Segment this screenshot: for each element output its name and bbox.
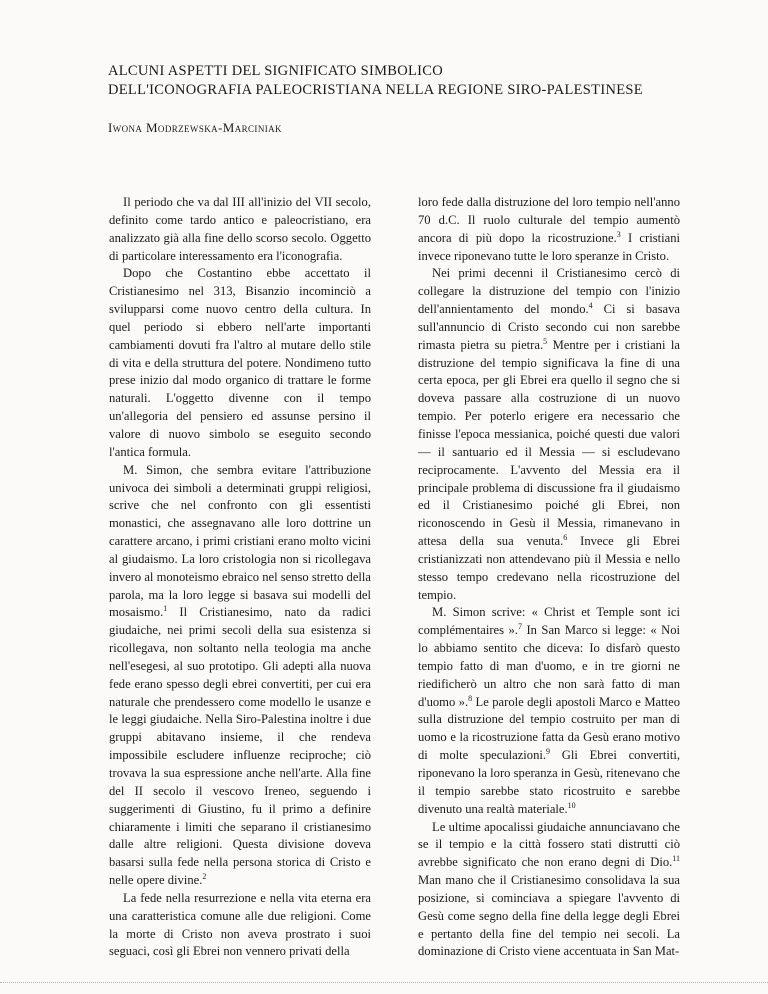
footnote-ref: 1 bbox=[163, 604, 168, 614]
paragraph-text: Ci si basava sull'annuncio di Cristo secondo cui non sarebbe rimasta pietra su pietra. bbox=[418, 302, 680, 352]
paragraph-text: Mentre per i cristiani la distruzione del tempio significava la fine di una certa epoca, per gli Ebrei era quello il segno che si doveva passare alla costruzione di un nuovo tempio. Per poterlo erigere era necessario che finisse l'epoca messianica, poiché questi due valori — il santuario ed il Messia — si escludevano reciprocamente. L'avvento del Messia era il principale problema di discussione fra il giudaismo ed il Cristianesimo poiché gli Ebrei, non riconoscendo in Gesù il Messia, rimanevano in attesa della sua venuta. bbox=[418, 337, 680, 549]
paragraph: La fede nella resurrezione e nella vita eterna era una caratteristica comune alle due religioni. Come la morte di Cristo non aveva prostrato i suoi seguaci, così gli Ebrei non vennero privati della bbox=[109, 890, 371, 959]
paragraph-text: In San Marco si legge: « Noi lo abbiamo sentito che diceva: Io disfarò questo tempio fatto di man d'uomo, e in tre giorni ne riedificherò un altro che non sarà fatto di man d'uomo ». bbox=[418, 623, 680, 709]
paragraph: Il periodo che va dal III all'inizio del VII secolo, definito come tardo antico e paleocristiano, era analizzato già alla fine dello scorso secolo. Oggetto di particolare interessamento era l'iconografia. bbox=[109, 195, 371, 263]
paragraph-text: Man mano che il Cristianesimo consolidava la sua posizione, si cominciava a spiegare l'avvento di Gesù come segno della fine della legge degli Ebrei e pertanto della fine del tempio nei secoli. La dominazione di Cristo viene accentuata in San Mat- bbox=[418, 873, 680, 959]
paragraph bbox=[418, 265, 680, 604]
text-column-right bbox=[418, 194, 680, 961]
footnote-ref: 4 bbox=[588, 300, 593, 310]
paragraph-text: Le ultime apocalissi giudaiche annunciavano che se il tempio e la città fossero stati distrutti ciò avrebbe significato che non erano degni di Dio. bbox=[418, 819, 680, 870]
title-line-2: DELL'ICONOGRAFIA PALEOCRISTIANA NELLA REGIONE SIRO-PALESTINESE bbox=[108, 82, 643, 98]
paragraph-text: Le parole degli apostoli Marco e Matteo sulla distruzione del tempio costruito per man di uomo e la ricostruzione fatta da Gesù erano motivo di molte speculazioni. bbox=[418, 694, 680, 763]
paragraph-text: Gli Ebrei convertiti, riponevano la loro speranza in Gesù, ritenevano che il tempio sarebbe stato ricostruito e sarebbe divenuto una realtà materiale. bbox=[418, 748, 680, 816]
footnote-ref: 6 bbox=[563, 532, 568, 542]
paragraph-text: M. Simon scrive: « Christ et Temple sont ici complémentaires ». bbox=[418, 605, 680, 638]
paragraph-text: Il Cristianesimo, nato da radici giudaiche, nei primi secoli della sua esistenza si ricollegava, non soltanto nella teologia ma anche nell'esegesi, al suo prototipo. Gli adepti alla nuova fede erano spesso degli ebrei convertiti, per cui era naturale che prendessero come modello le usanze e le leggi giudaiche. Nella Siro-Palestina inoltre i due gruppi abitavano insieme, il che rendeva impossibile escludere influenze reciproche; ciò trovava la sua espressione anche nell'arte. Alla fine del II secolo il vescovo Ireneo, seguendo i suggerimenti di Giustino, fu il primo a definire chiaramente i limiti che separano il cristianesimo dalle altre religioni. Questa divisione doveva basarsi sulla fede nella persona storica di Cristo e nelle opere divine. bbox=[109, 605, 371, 888]
paragraph-text: Nei primi decenni il Cristianesimo cercò di collegare la distruzione del tempio con l'inizio dell'annientamento del mondo. bbox=[418, 266, 680, 317]
footnote-ref: 11 bbox=[672, 854, 680, 864]
footnote-ref: 2 bbox=[202, 871, 207, 881]
paragraph bbox=[418, 819, 680, 962]
footnote-ref: 8 bbox=[468, 693, 473, 703]
text-column-left bbox=[109, 194, 371, 961]
scan-edge-line bbox=[0, 982, 768, 984]
paragraph-text: M. Simon, che sembra evitare l'attribuzione univoca dei simboli a determinati gruppi religiosi, scrive che nel confronto con gli essentisti monastici, che assegnavano alle loro dottrine un carattere arcano, i primi cristiani erano molto vicini al giudaismo. La loro cristologia non si ricollegava invero al monoteismo ebraico nel senso stretto della parola, ma la loro legge si basava sui modelli del mosaismo. bbox=[109, 462, 371, 620]
footnote-ref: 10 bbox=[567, 800, 576, 810]
paragraph bbox=[418, 604, 680, 818]
author-name: Iwona Modrzewska-Marciniak bbox=[108, 120, 282, 135]
paragraph bbox=[418, 194, 680, 265]
footnote-ref: 9 bbox=[546, 746, 551, 756]
paragraph bbox=[109, 462, 371, 890]
footnote-ref: 3 bbox=[616, 229, 621, 239]
footnote-ref: 7 bbox=[517, 622, 522, 632]
paragraph: Dopo che Costantino ebbe accettato il Cristianesimo nel 313, Bisanzio incominciò a svilupparsi come nuovo centro della cultura. In quel periodo si ebbero nell'arte importanti cambiamenti dovuti fra l'altro al mutare dello stile di vita e della struttura del potere. Nondimeno tutto prese inizio dal modo organico di trattare le forme naturali. L'oggetto divenne con il tempo un'allegoria del pensiero ed assunse persino il valore di nuovo simbolo se eseguito secondo l'antica formula. bbox=[109, 266, 371, 459]
paragraph-text: I cristiani invece riponevano tutte le loro speranze in Cristo. bbox=[418, 230, 681, 263]
footnote-ref: 5 bbox=[543, 336, 548, 346]
article-title bbox=[108, 62, 708, 100]
title-line-1: ALCUNI ASPETTI DEL SIGNIFICATO SIMBOLICO bbox=[108, 63, 444, 79]
paragraph-text: loro fede dalla distruzione del loro tempio nell'anno 70 d.C. Il ruolo culturale del tempio aumentò ancora di più dopo la ricostruzione. bbox=[418, 195, 680, 245]
paragraph-text: Invece gli Ebrei cristianizzati non attendevano più il Messia e nello stesso tempo credevano nella ricostruzione del tempio. bbox=[418, 534, 680, 602]
